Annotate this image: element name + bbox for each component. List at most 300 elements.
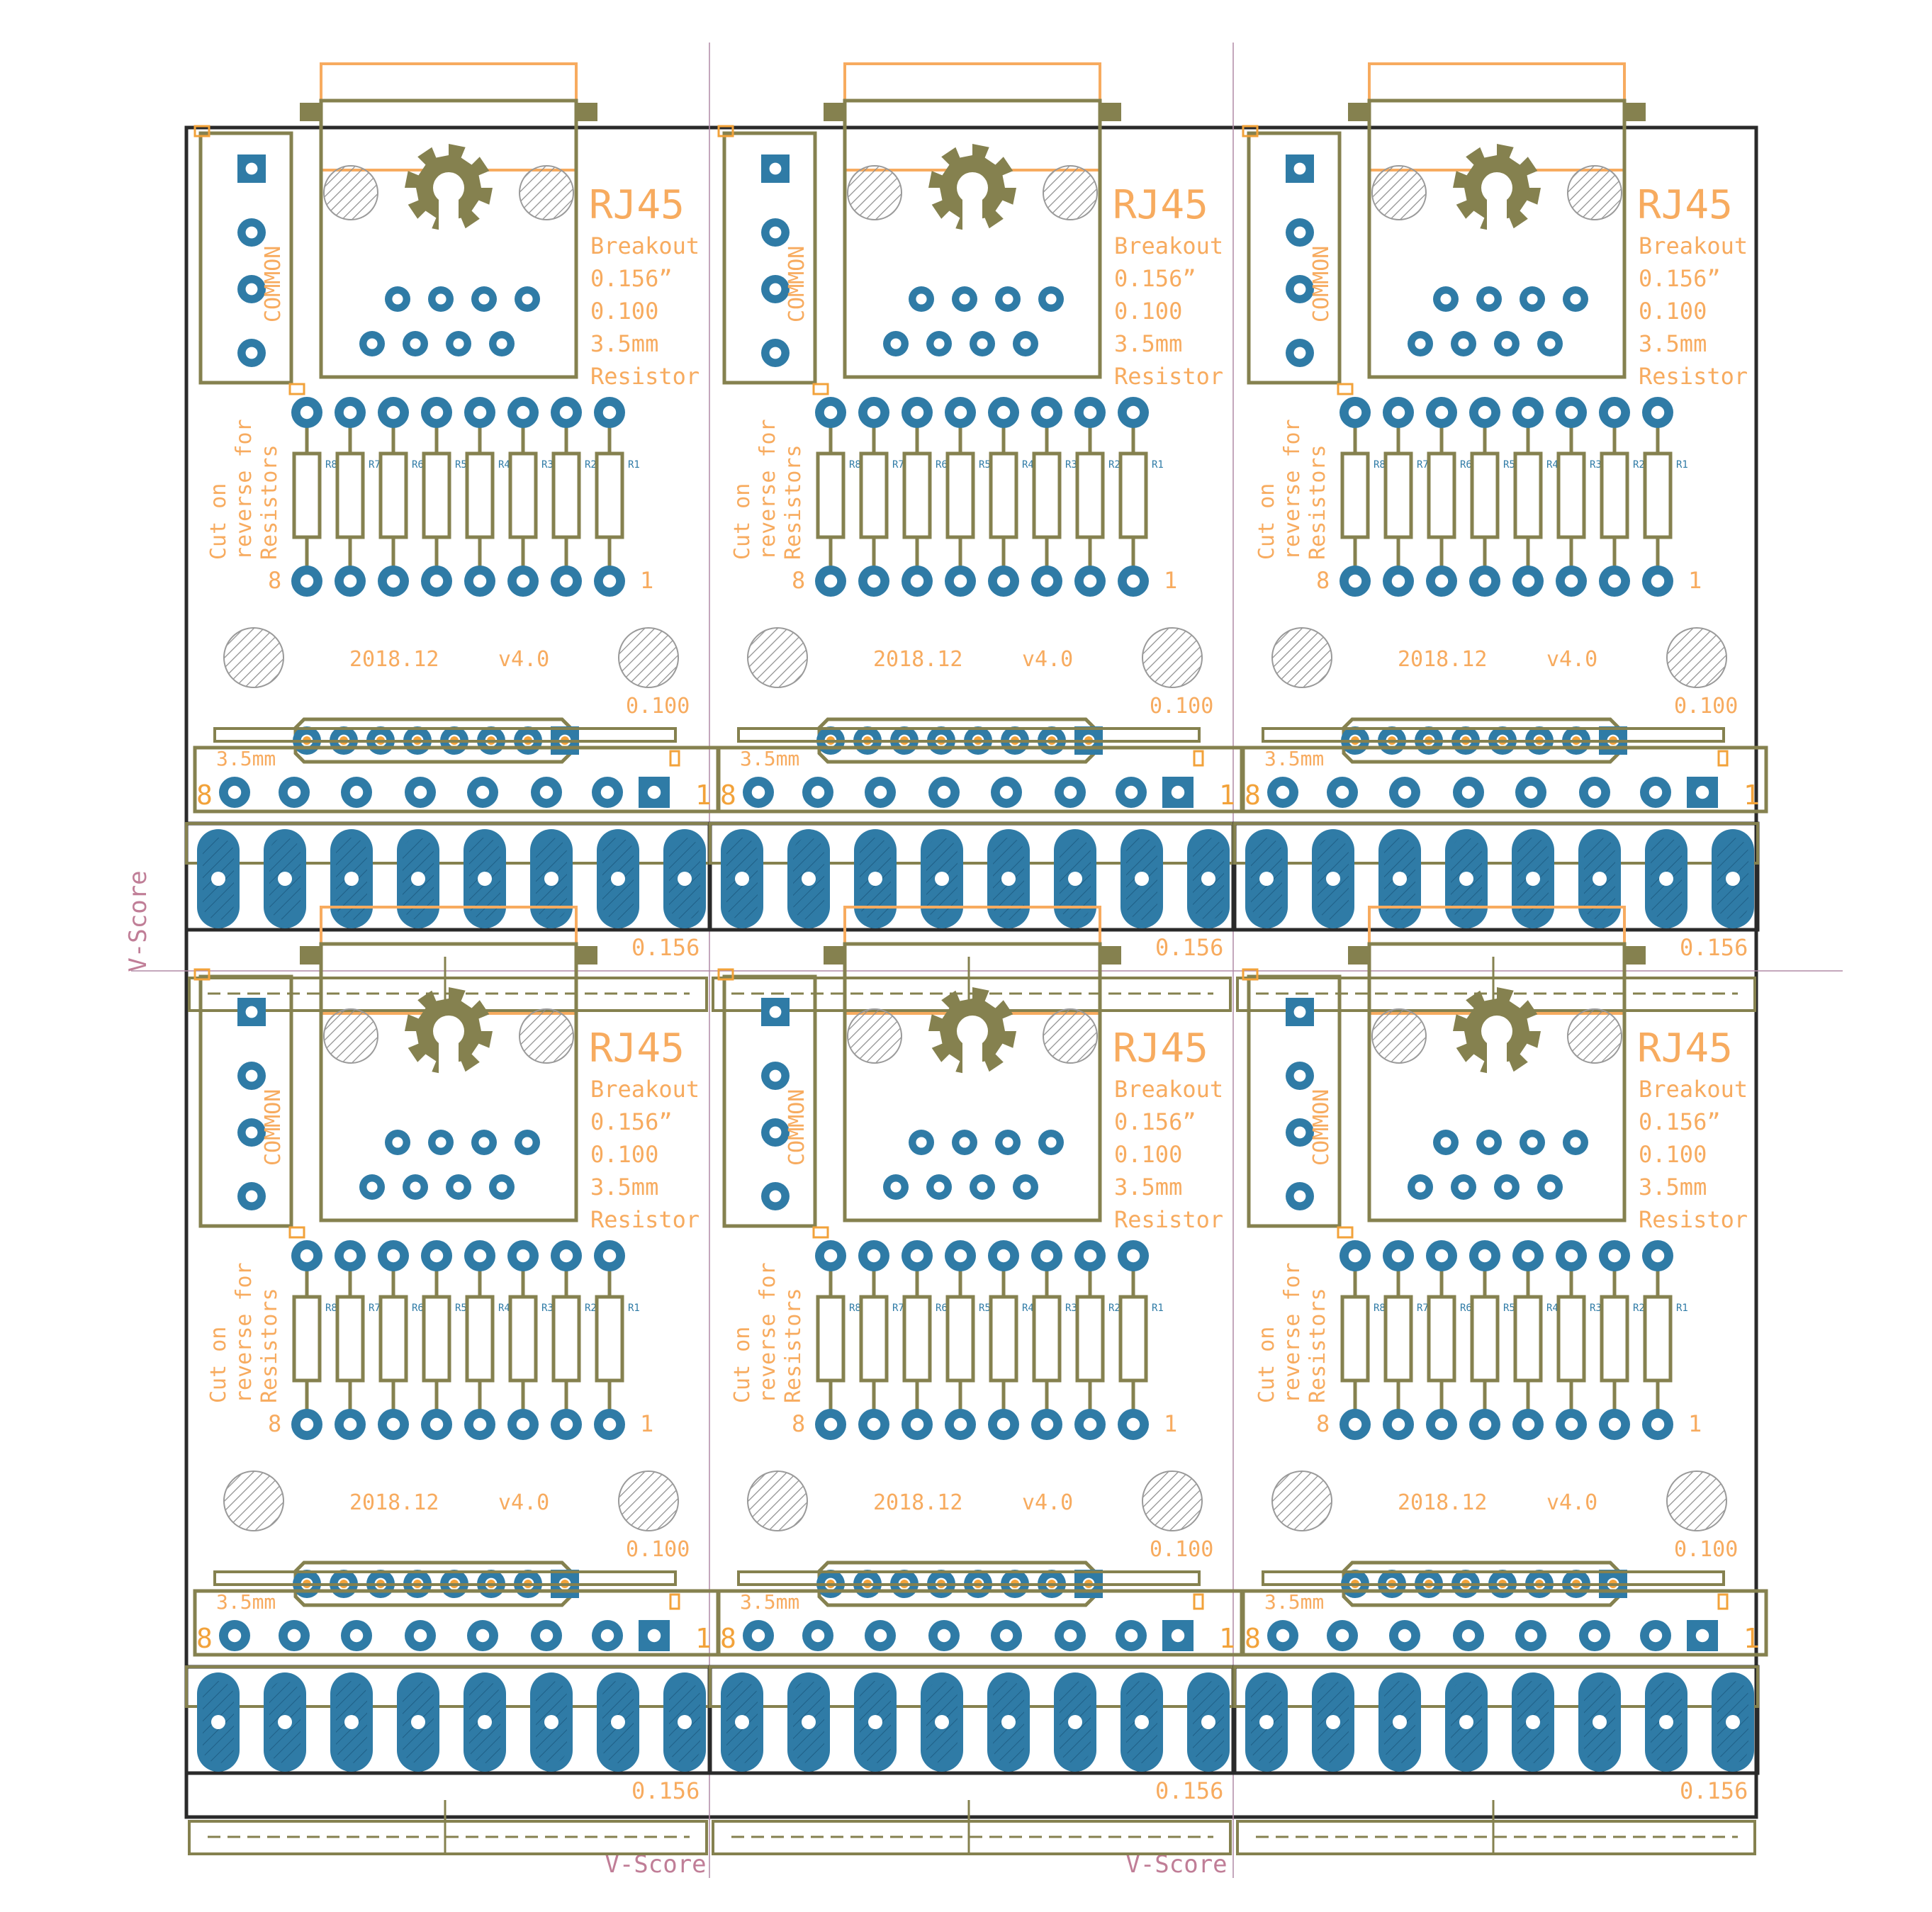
terminal-35-label: 3.5mm — [740, 1590, 800, 1614]
resistor-body — [1515, 1297, 1541, 1380]
mounting-hole-icon — [748, 628, 807, 687]
terminal-35-pin-drill — [1125, 786, 1138, 799]
board-spec-line-1: Breakout — [1114, 232, 1224, 259]
resistor-body — [1602, 454, 1627, 537]
resistor-pad-top-drill — [344, 406, 356, 419]
terminal-35-pin-drill — [1398, 1629, 1411, 1642]
board-spec-line-4: 3.5mm — [1114, 1174, 1183, 1200]
resistor-pad-bottom-drill — [1565, 575, 1578, 587]
resistor-body — [1472, 1297, 1498, 1380]
rj45-mount-hole-left — [848, 1009, 902, 1063]
resistor-pad-bottom-drill — [867, 575, 880, 587]
resistor-pad-top-drill — [1565, 406, 1578, 419]
resistor-pad-bottom-drill — [1084, 575, 1096, 587]
terminal-156-drill — [1726, 872, 1740, 886]
resistor-ref: R6 — [936, 459, 948, 471]
version-label: v4.0 — [1022, 1490, 1074, 1515]
common-pin-1-drill — [246, 163, 258, 175]
common-pin-2-drill — [246, 227, 258, 239]
resistor-pin-1-label: 1 — [1164, 567, 1178, 594]
rj45-breakout-board-3 — [1235, 64, 1766, 1011]
gear-notch — [1487, 1037, 1507, 1079]
board-spec-line-4: 3.5mm — [590, 330, 659, 357]
terminal-35-pin-drill — [1336, 786, 1349, 799]
resistor-pad-top-drill — [1084, 406, 1096, 419]
resistor-pad-bottom-drill — [824, 575, 837, 587]
rj45-pin-pad-drill — [933, 338, 944, 349]
resistor-pad-top-drill — [1040, 406, 1053, 419]
terminal-156-drill — [344, 1715, 359, 1729]
resistor-body — [1121, 1297, 1146, 1380]
resistor-pad-bottom-drill — [560, 575, 573, 587]
resistor-ref: R5 — [1503, 459, 1515, 471]
resistor-pad-top-drill — [1040, 1249, 1053, 1262]
common-label: COMMON — [785, 1089, 809, 1166]
terminal-35-pin-1-drill — [648, 1629, 661, 1642]
rj45-pin-pad-drill — [959, 1137, 970, 1147]
resistor-pad-top-drill — [997, 1249, 1010, 1262]
resistor-pad-bottom-drill — [1040, 1418, 1053, 1431]
board-spec-line-2: 0.156” — [1639, 1108, 1721, 1135]
resistor-ref: R8 — [325, 459, 337, 471]
resistor-pad-top-drill — [430, 406, 443, 419]
terminal-35-pin-8-label: 8 — [196, 780, 213, 811]
cut-note-line-3: Resistors — [1305, 444, 1330, 560]
rj45-pin-pad-drill — [1440, 293, 1451, 304]
resistor-body — [948, 1297, 973, 1380]
resistor-pin-8-label: 8 — [1316, 1410, 1330, 1437]
terminal-35-pin-drill — [350, 786, 363, 799]
resistor-pad-bottom-drill — [1478, 1418, 1491, 1431]
terminal-35-pin-1-drill — [1696, 1629, 1709, 1642]
resistor-ref: R3 — [541, 459, 554, 471]
terminal-156-label: 0.156 — [1680, 1777, 1748, 1804]
board-spec-line-1: Breakout — [1639, 1076, 1748, 1103]
cut-note-line-2: reverse for — [756, 1262, 780, 1403]
board-spec-line-4: 3.5mm — [1639, 1174, 1707, 1200]
rj45-pin-pad-drill — [890, 1181, 901, 1192]
resistor-body — [1034, 1297, 1060, 1380]
mounting-hole-icon — [1667, 628, 1726, 687]
mounting-hole-icon — [619, 1471, 678, 1531]
common-pin-3-drill — [1294, 1127, 1306, 1139]
resistor-ref: R2 — [585, 1303, 597, 1314]
terminal-35-pin-drill — [1064, 1629, 1077, 1642]
pin1-marker — [290, 1227, 304, 1237]
board-title: RJ45 — [589, 1025, 685, 1072]
rj45-mount-hole-left — [324, 166, 378, 220]
terminal-35-pin-drill — [228, 786, 241, 799]
rj45-pin-pad-drill — [435, 293, 446, 304]
resistor-pad-bottom-drill — [1522, 575, 1534, 587]
terminal-35-pin-1-drill — [648, 786, 661, 799]
rj45-pin-pad-drill — [1415, 338, 1425, 349]
resistor-body — [467, 454, 493, 537]
mounting-hole-icon — [1272, 628, 1332, 687]
rj45-jack-outline — [321, 944, 576, 1220]
terminal-156-drill — [1459, 1715, 1473, 1729]
rj45-jack-outline — [845, 944, 1100, 1220]
gear-notch — [1487, 193, 1507, 236]
rj45-jack-outline — [321, 101, 576, 377]
resistor-body — [1077, 1297, 1103, 1380]
terminal-156-drill — [1001, 872, 1016, 886]
terminal-35-pin-drill — [288, 1629, 301, 1642]
rj45-pin-pad-drill — [392, 293, 403, 304]
resistor-ref: R3 — [541, 1303, 554, 1314]
terminal-156-drill — [1593, 1715, 1607, 1729]
terminal-156-drill — [1135, 872, 1149, 886]
resistor-body — [424, 1297, 449, 1380]
board-spec-line-5: Resistor — [1639, 1206, 1748, 1233]
mounting-hole-icon — [1272, 1471, 1332, 1531]
resistor-body — [818, 1297, 843, 1380]
resistor-ref: R3 — [1590, 459, 1602, 471]
board-title: RJ45 — [1637, 1025, 1733, 1072]
terminal-156-drill — [1526, 872, 1540, 886]
terminal-156-drill — [1068, 872, 1082, 886]
resistor-ref: R3 — [1065, 1303, 1077, 1314]
resistor-pad-bottom-drill — [517, 1418, 529, 1431]
terminal-156-drill — [802, 872, 816, 886]
resistor-ref: R1 — [1676, 459, 1688, 471]
gear-notch — [962, 1037, 982, 1079]
rj45-shield-tab-right — [1100, 946, 1121, 965]
gear-notch — [439, 193, 459, 236]
resistor-body — [991, 454, 1016, 537]
rj45-pin-pad-drill — [522, 1137, 532, 1147]
resistor-ref: R2 — [1108, 1303, 1121, 1314]
rj45-pin-pad-drill — [478, 293, 489, 304]
resistor-pad-bottom-drill — [473, 1418, 486, 1431]
resistor-ref: R8 — [849, 459, 861, 471]
resistor-body — [861, 1297, 887, 1380]
rj45-pin-pad-drill — [1544, 1181, 1555, 1192]
rj45-mount-hole-left — [1372, 166, 1426, 220]
rj45-pin-pad-drill — [1501, 338, 1512, 349]
common-pin-4-drill — [1294, 347, 1306, 359]
resistor-pad-top-drill — [1392, 406, 1405, 419]
header-pitch-label: 0.100 — [1674, 694, 1739, 719]
board-spec-line-5: Resistor — [1639, 363, 1748, 390]
common-pin-3-drill — [770, 1127, 782, 1139]
terminal-35-pin-drill — [1462, 1629, 1475, 1642]
resistor-body — [597, 454, 622, 537]
terminal-156-drill — [544, 872, 558, 886]
resistor-pad-bottom-drill — [1349, 575, 1361, 587]
resistor-ref: R7 — [1417, 1303, 1429, 1314]
resistor-pad-bottom-drill — [954, 575, 967, 587]
terminal-35-pin-1-label: 1 — [1743, 780, 1760, 811]
resistor-pad-bottom-drill — [430, 1418, 443, 1431]
rj45-pin-pad-drill — [916, 293, 926, 304]
resistor-body — [861, 454, 887, 537]
resistor-ref: R8 — [849, 1303, 861, 1314]
terminal-35-label: 3.5mm — [1264, 1590, 1325, 1614]
terminal-156-drill — [1135, 1715, 1149, 1729]
terminal-35-pin-8-label: 8 — [196, 1623, 213, 1654]
pin1-marker — [670, 1595, 679, 1609]
resistor-ref: R4 — [498, 1303, 510, 1314]
terminal-156-label: 0.156 — [631, 1777, 700, 1804]
rj45-pin-pad-drill — [1440, 1137, 1451, 1147]
terminal-156-drill — [478, 872, 492, 886]
rj45-pin-pad-drill — [1002, 1137, 1013, 1147]
terminal-156-drill — [1659, 1715, 1673, 1729]
terminal-35-pin-drill — [1125, 1629, 1138, 1642]
resistor-pad-top-drill — [1608, 1249, 1621, 1262]
terminal-156-drill — [1326, 872, 1340, 886]
resistor-ref: R6 — [412, 459, 424, 471]
common-label: COMMON — [261, 1089, 286, 1166]
resistor-pad-bottom-drill — [473, 575, 486, 587]
rj45-breakout-board-4 — [186, 907, 718, 1854]
resistor-ref: R5 — [979, 1303, 991, 1314]
pin1-marker — [670, 751, 679, 765]
resistor-body — [337, 1297, 363, 1380]
common-pin-2-drill — [246, 1070, 258, 1082]
resistor-ref: R6 — [1460, 459, 1472, 471]
version-label: v4.0 — [498, 1490, 550, 1515]
rj45-jack-outline — [845, 101, 1100, 377]
terminal-156-drill — [1726, 1715, 1740, 1729]
gear-notch — [962, 193, 982, 236]
terminal-156-drill — [868, 1715, 882, 1729]
rj45-pin-pad-drill — [1570, 1137, 1580, 1147]
resistor-ref: R6 — [412, 1303, 424, 1314]
resistor-ref: R7 — [892, 459, 904, 471]
terminal-35-pin-drill — [228, 1629, 241, 1642]
resistor-pad-top-drill — [1127, 406, 1140, 419]
rj45-mount-hole-left — [848, 166, 902, 220]
terminal-35-pin-8-label: 8 — [720, 780, 736, 811]
board-array — [186, 64, 1766, 1854]
rj45-breakout-board-6 — [1235, 907, 1766, 1854]
terminal-156-drill — [868, 872, 882, 886]
rj45-shield-tab-left — [300, 103, 321, 121]
common-pin-1-drill — [770, 1006, 782, 1018]
resistor-pin-1-label: 1 — [640, 1410, 654, 1437]
terminal-35-pin-drill — [752, 786, 765, 799]
resistor-pin-1-label: 1 — [1688, 1410, 1702, 1437]
terminal-35-label: 3.5mm — [1264, 747, 1325, 770]
resistor-ref: R4 — [1546, 1303, 1558, 1314]
resistor-pad-top-drill — [387, 1249, 400, 1262]
terminal-156-drill — [935, 872, 949, 886]
cut-note-line-3: Resistors — [781, 444, 806, 560]
resistor-body — [1472, 454, 1498, 537]
resistor-pad-top-drill — [387, 406, 400, 419]
terminal-35-pin-drill — [1649, 1629, 1662, 1642]
terminal-156-drill — [478, 1715, 492, 1729]
rj45-pin-pad-drill — [933, 1181, 944, 1192]
rj45-pin-pad-drill — [977, 338, 987, 349]
board-spec-line-1: Breakout — [1114, 1076, 1224, 1103]
date-label: 2018.12 — [873, 647, 963, 672]
date-label: 2018.12 — [349, 647, 439, 672]
terminal-156-drill — [1259, 872, 1274, 886]
resistor-ref: R5 — [455, 1303, 467, 1314]
rj45-pin-pad-drill — [959, 293, 970, 304]
resistor-pad-top-drill — [867, 406, 880, 419]
version-label: v4.0 — [1546, 647, 1598, 672]
terminal-35-pin-drill — [1462, 786, 1475, 799]
rj45-pin-pad-drill — [1527, 1137, 1537, 1147]
rj45-pin-pad-drill — [1483, 1137, 1494, 1147]
resistor-pad-bottom-drill — [911, 575, 923, 587]
v-score-label-bottom-2: V-Score — [1125, 1850, 1228, 1879]
common-label: COMMON — [785, 245, 809, 322]
rj45-shield-tab-left — [824, 946, 845, 965]
rj45-mount-hole-right — [1568, 166, 1622, 220]
terminal-156-label: 0.156 — [1680, 934, 1748, 961]
resistor-pad-bottom-drill — [301, 1418, 313, 1431]
resistor-body — [1121, 454, 1146, 537]
terminal-35-pin-drill — [1276, 1629, 1289, 1642]
resistor-body — [510, 454, 536, 537]
mounting-hole-icon — [224, 628, 283, 687]
board-spec-line-1: Breakout — [590, 1076, 700, 1103]
cut-note-line-2: reverse for — [232, 1262, 257, 1403]
terminal-35-pin-drill — [1524, 786, 1537, 799]
terminal-156-drill — [1393, 872, 1407, 886]
board-spec-line-5: Resistor — [1114, 363, 1224, 390]
rj45-pin-pad-drill — [496, 1181, 507, 1192]
rj45-shield-tab-right — [576, 103, 597, 121]
resistor-pad-bottom-drill — [301, 575, 313, 587]
resistor-body — [1429, 454, 1454, 537]
board-title: RJ45 — [1637, 182, 1733, 228]
rj45-pin-pad-drill — [522, 293, 532, 304]
resistor-pin-1-label: 1 — [1688, 567, 1702, 594]
resistor-ref: R8 — [1374, 459, 1386, 471]
common-pin-4-drill — [770, 347, 782, 359]
terminal-156-drill — [1001, 1715, 1016, 1729]
terminal-35-pin-drill — [1000, 1629, 1013, 1642]
terminal-35-pin-drill — [288, 786, 301, 799]
resistor-pad-top-drill — [1349, 1249, 1361, 1262]
terminal-156-drill — [802, 1715, 816, 1729]
rj45-pin-pad-drill — [1458, 338, 1468, 349]
board-spec-line-2: 0.156” — [590, 265, 673, 292]
resistor-pad-top-drill — [1608, 406, 1621, 419]
cut-note-line-1: Cut on — [1254, 483, 1279, 560]
resistor-pad-bottom-drill — [1392, 575, 1405, 587]
terminal-35-pin-8-label: 8 — [1245, 780, 1261, 811]
terminal-156-drill — [1459, 872, 1473, 886]
common-label: COMMON — [1309, 245, 1334, 322]
terminal-156-label: 0.156 — [1155, 934, 1224, 961]
rj45-breakout-board-5 — [710, 907, 1242, 1854]
rj45-pin-pad-drill — [1020, 338, 1030, 349]
rj45-mount-hole-right — [519, 1009, 573, 1063]
resistor-ref: R4 — [498, 459, 510, 471]
board-spec-line-5: Resistor — [590, 363, 700, 390]
resistor-pad-bottom-drill — [1478, 575, 1491, 587]
terminal-156-drill — [1201, 872, 1215, 886]
resistor-pad-top-drill — [1435, 1249, 1448, 1262]
terminal-156-drill — [611, 872, 625, 886]
resistor-pad-bottom-drill — [867, 1418, 880, 1431]
terminal-156-drill — [278, 872, 292, 886]
resistor-pad-bottom-drill — [1651, 1418, 1664, 1431]
terminal-156-label: 0.156 — [1155, 1777, 1224, 1804]
rj45-pin-pad-drill — [410, 1181, 420, 1192]
cut-note-line-3: Resistors — [257, 1288, 282, 1403]
terminal-35-pin-8-label: 8 — [1245, 1623, 1261, 1654]
rj45-pin-pad-drill — [366, 1181, 377, 1192]
terminal-156-drill — [611, 1715, 625, 1729]
resistor-pad-bottom-drill — [1651, 575, 1664, 587]
resistor-body — [1386, 1297, 1411, 1380]
resistor-ref: R2 — [585, 459, 597, 471]
resistor-pad-bottom-drill — [1608, 1418, 1621, 1431]
resistor-pad-top-drill — [1435, 406, 1448, 419]
terminal-35-pin-drill — [414, 1629, 427, 1642]
resistor-ref: R1 — [628, 1303, 640, 1314]
resistor-ref: R8 — [325, 1303, 337, 1314]
resistor-body — [904, 454, 930, 537]
resistor-body — [381, 1297, 406, 1380]
rj45-pin-pad-drill — [1020, 1181, 1030, 1192]
resistor-pin-8-label: 8 — [792, 567, 806, 594]
terminal-35-pin-drill — [1064, 786, 1077, 799]
resistor-ref: R3 — [1590, 1303, 1602, 1314]
resistor-body — [1558, 1297, 1584, 1380]
rj45-pin-pad-drill — [1045, 293, 1056, 304]
rj45-pin-pad-drill — [1002, 293, 1013, 304]
resistor-ref: R5 — [455, 459, 467, 471]
resistor-ref: R2 — [1108, 459, 1121, 471]
board-spec-line-1: Breakout — [590, 232, 700, 259]
common-pin-1-drill — [1294, 163, 1306, 175]
resistor-body — [381, 454, 406, 537]
rj45-breakout-board-1 — [186, 64, 718, 1011]
header-pitch-label: 0.100 — [1150, 694, 1214, 719]
board-spec-line-2: 0.156” — [590, 1108, 673, 1135]
pin1-marker — [1194, 1595, 1203, 1609]
resistor-pad-top-drill — [911, 406, 923, 419]
rj45-jack-outline — [1369, 101, 1624, 377]
terminal-35-label: 3.5mm — [216, 1590, 276, 1614]
terminal-35-pin-drill — [601, 1629, 614, 1642]
resistor-pad-top-drill — [911, 1249, 923, 1262]
rj45-pin-pad-drill — [916, 1137, 926, 1147]
resistor-body — [1342, 454, 1368, 537]
resistor-pad-bottom-drill — [517, 575, 529, 587]
terminal-156-label: 0.156 — [631, 934, 700, 961]
terminal-156-drill — [1068, 1715, 1082, 1729]
board-spec-line-3: 0.100 — [1639, 1141, 1707, 1168]
rj45-shield-tab-left — [824, 103, 845, 121]
common-pin-2-drill — [770, 1070, 782, 1082]
cut-note-line-2: reverse for — [1280, 419, 1305, 560]
resistor-pin-8-label: 8 — [268, 567, 282, 594]
mounting-hole-icon — [1142, 628, 1202, 687]
common-pin-3-drill — [1294, 283, 1306, 296]
mounting-hole-icon — [1667, 1471, 1726, 1531]
board-spec-line-3: 0.100 — [590, 1141, 659, 1168]
resistor-pad-top-drill — [344, 1249, 356, 1262]
resistor-pad-bottom-drill — [1565, 1418, 1578, 1431]
resistor-pad-bottom-drill — [387, 1418, 400, 1431]
rj45-shield-tab-right — [1624, 103, 1646, 121]
terminal-156-drill — [211, 872, 225, 886]
terminal-156-drill — [935, 1715, 949, 1729]
resistor-pad-bottom-drill — [1040, 575, 1053, 587]
terminal-156-drill — [1659, 872, 1673, 886]
rj45-pin-pad-drill — [1501, 1181, 1512, 1192]
